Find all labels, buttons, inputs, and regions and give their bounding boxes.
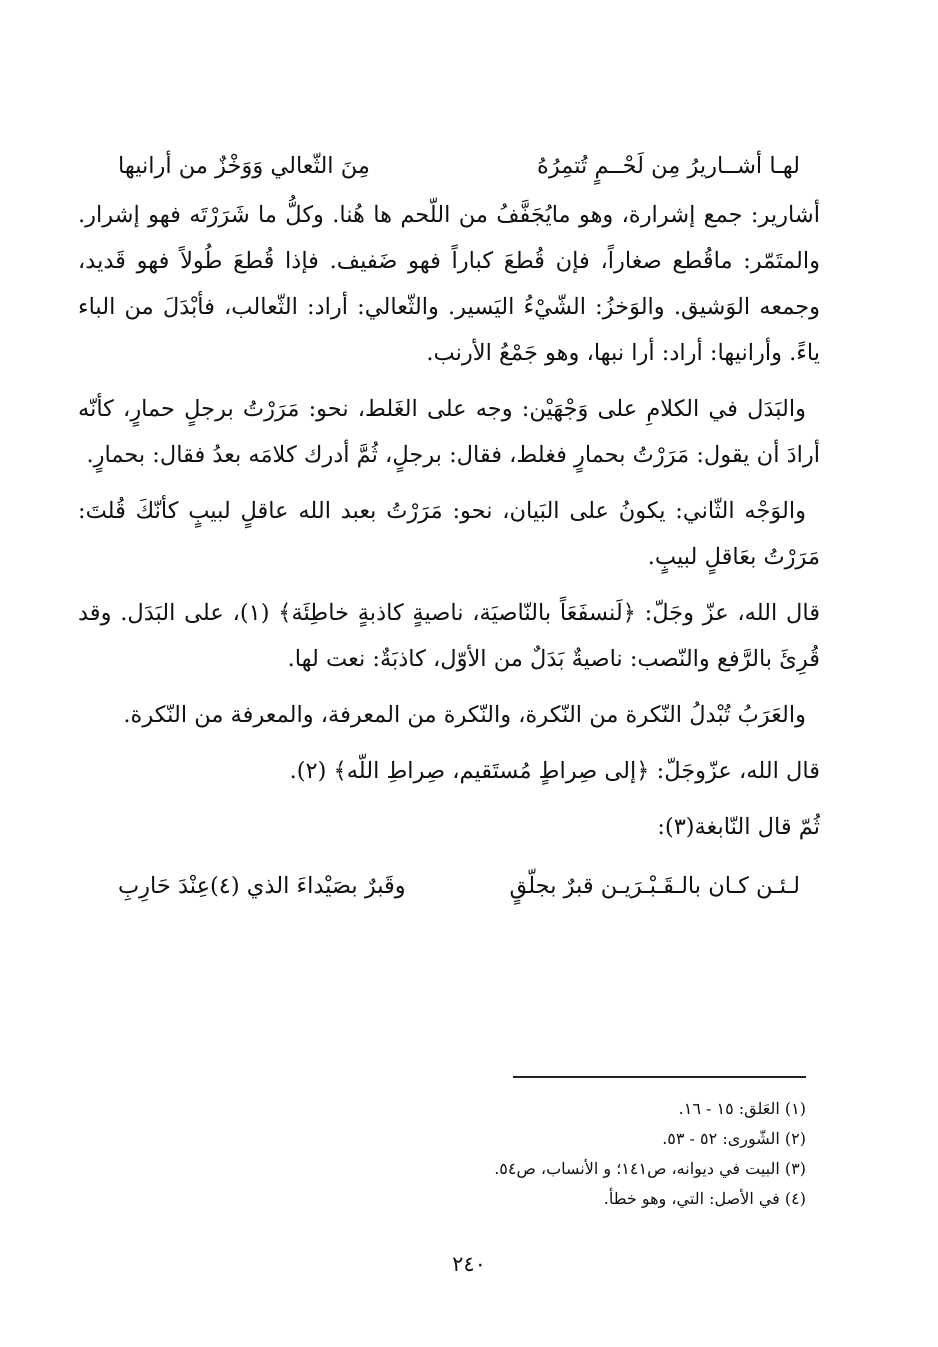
verse-2-hemistich-2: وقَبرٌ بصَيْداءَ الذي (٤)عِنْدَ حَارِبِ — [118, 873, 406, 899]
paragraph-6: قال الله، عزّوجَلّ: ﴿إلى صِراطٍ مُستَقيم، صِراطِ اللّه﴾ (٢). — [289, 758, 820, 784]
paragraph-1: أشارير: جمع إشرارة، وهو مايُجَفَّفُ من اللّحم ها هُنا. وكلُّ ما شَرَرْتَه فهو إشرار. والمتَمّر: ماقُطع صغاراً، فإن قُطعَ كباراً فهو ضَفيف. فإذا قُطعَ طُولاً فهو قَديد، وجمعه الوَشيق. والوَخزُ: الشّيْءُ اليَسير. والثّعالي: أراد: الثّعالب، فأبْدَلَ من الباء ياءً. وأرانيها: أراد: أرا نبها، وهو جَمْعُ الأرنب. — [78, 202, 820, 366]
footnote-1: (١) العَلق: ١٥ - ١٦. — [678, 1099, 806, 1118]
footnote-4: (٤) في الأصل: التي، وهو خطأ. — [603, 1189, 806, 1208]
verse-2-hemistich-1: لـئـن كـان بالـقَـبْـرَيـن قبرٌ بجلّقٍ — [509, 873, 800, 899]
paragraph-3: والوَجْه الثّاني: يكونُ على البَيان، نحو: مَرَرْتُ بعبد الله عاقلٍ لبيبٍ كأنّكَ قُلتَ: مَرَرْتُ بعَاقلٍ لبيبٍ. — [78, 498, 820, 570]
main-text — [78, 140, 820, 912]
paragraph-2: والبَدَل في الكلامِ على وَجْهَيْن: وجه على الغَلط، نحو: مَرَرْتُ برجلٍ حمارٍ، كأنّه أرادَ أن يقول: مَرَرْتُ بحمارٍ فغلط، فقال: برجلٍ، ثُمَّ أدرك كلامَه بعدُ فقال: بحمارٍ. — [78, 396, 820, 468]
footnote-2: (٢) الشّورى: ٥٢ - ٥٣. — [662, 1129, 806, 1148]
verse-2 — [78, 860, 820, 912]
footnotes — [200, 1094, 806, 1214]
page-number: ٢٤٠ — [452, 1252, 486, 1276]
verse-1-hemistich-1: لهـا أشــاريرُ مِن لَحْــمٍ تُتمِرُهُ — [537, 153, 800, 179]
footnote-separator — [513, 1076, 806, 1078]
paragraph-5: والعَرَبُ تُبْدلُ النّكرة من النّكرة، والنّكرة من المعرفة، والمعرفة من النّكرة. — [123, 702, 806, 728]
verse-1 — [78, 140, 820, 192]
verse-1-hemistich-2: مِنَ الثّعالي وَوَخْزٌ من أرانيها — [118, 153, 370, 179]
paragraph-7: ثُمّ قال النّابغة(٣): — [657, 814, 820, 840]
paragraph-4: قال الله، عزّ وجَلّ: ﴿لَنسفَعَاً بالنّاصيَة، ناصيةٍ كاذبةٍ خاطِئَة﴾ (١)، على البَدَل. وقد قُرِئَ بالرَّفع والنّصب: ناصيةٌ بَدَلٌ من الأوّل، كاذبَةٌ: نعت لها. — [78, 600, 821, 672]
footnote-3: (٣) البيت في ديوانه، ص١٤١؛ و الأنساب، ص٥٤. — [494, 1159, 806, 1178]
